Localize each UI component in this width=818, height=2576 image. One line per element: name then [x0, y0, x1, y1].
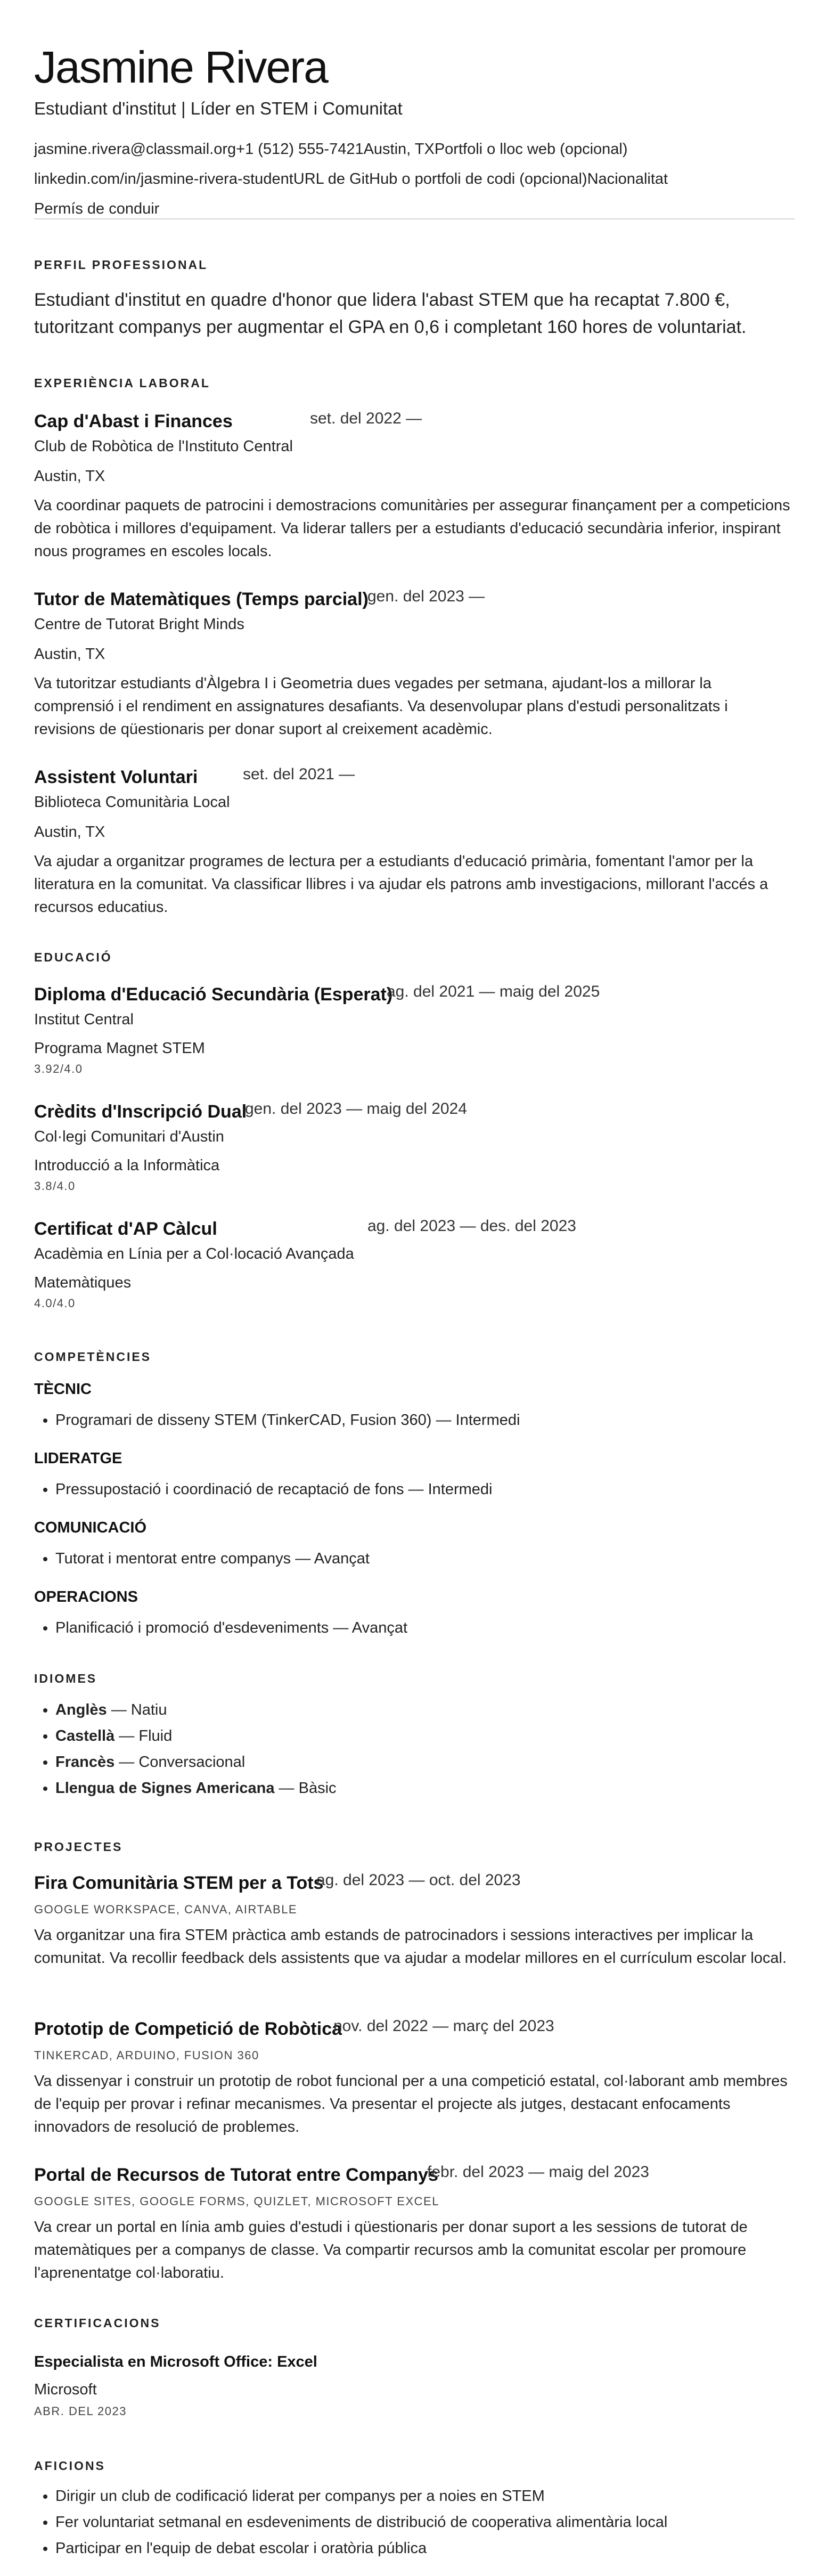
- skill-group-list: [34, 1477, 493, 1503]
- contact-line-2: linkedin.com/in/jasmine-rivera-studentURL de GitHub o portfoli de codi (opcional)Nacionalitat: [34, 170, 668, 188]
- education-degree: Diploma d'Educació Secundària (Esperat): [34, 984, 393, 1005]
- job-date: set. del 2021 —: [243, 765, 355, 783]
- education-school: Institut Central: [34, 1011, 134, 1028]
- project-description: Va organitzar una fira STEM pràctica amb estands de patrocinadors i sessions interactives per implicar la comunitat. Va recollir feedback dels assistents que va ajudar a modelar millores en el currículum escolar local.: [34, 1927, 787, 1967]
- job-title: Assistent Voluntari: [34, 767, 198, 787]
- language-level: — Fluid: [114, 1727, 173, 1744]
- job-title: Cap d'Abast i Finances: [34, 411, 233, 431]
- job-date: set. del 2022 —: [310, 410, 422, 427]
- project-date: febr. del 2023 — maig del 2023: [427, 2163, 649, 2181]
- experience-section-title: EXPERIÈNCIA LABORAL: [34, 376, 210, 390]
- project-name: Portal de Recursos de Tutorat entre Companys: [34, 2165, 438, 2185]
- job-org: Biblioteca Comunitària Local: [34, 794, 230, 811]
- language-name: Castellà: [55, 1727, 115, 1744]
- list-item: [55, 1697, 337, 1723]
- certifications-section-title: CERTIFICACIONS: [34, 2316, 161, 2330]
- certification-date: ABR. DEL 2023: [34, 2404, 127, 2418]
- education-grade: 4.0/4.0: [34, 1297, 76, 1310]
- language-level: — Natiu: [107, 1701, 167, 1718]
- contact-line-1: jasmine.rivera@classmail.org+1 (512) 555-7421Austin, TXPortfoli o lloc web (opcional): [34, 141, 628, 158]
- education-field: Programa Magnet STEM: [34, 1040, 205, 1057]
- language-level: — Conversacional: [114, 1754, 246, 1771]
- project-date: ag. del 2023 — oct. del 2023: [316, 1871, 521, 1889]
- project-tools: GOOGLE WORKSPACE, CANVA, AIRTABLE: [34, 1903, 298, 1916]
- summary-section-title: PERFIL PROFESSIONAL: [34, 258, 208, 272]
- job-description: Va coordinar paquets de patrocini i demostracions comunitàries per assegurar finançament per a competicions de robòtica i millores d'equipament. Va liderar tallers per a estudiants d'educació secundària inferior, inspirant nous programes en escoles locals.: [34, 497, 790, 560]
- skill-group-list: [34, 1615, 407, 1641]
- language-name: Llengua de Signes Americana: [55, 1780, 275, 1797]
- list-item: • Pressupostació i coordinació de recaptació de fons — Intermedi: [55, 1477, 493, 1503]
- languages-list: [34, 1697, 337, 1801]
- list-item: • Participar en l'equip de debat escolar i oratòria pública: [55, 2536, 667, 2562]
- skills-section-title: COMPETÈNCIES: [34, 1350, 152, 1364]
- project-description: Va crear un portal en línia amb guies d'estudi i qüestionaris per donar suport a les sessions de tutorat de matemàtiques per a companys de classe. Va compartir recursos amb la comunitat escolar per promoure l'aprenentatge col·laboratiu.: [34, 2219, 748, 2281]
- project-name: Prototip de Competició de Robòtica: [34, 2019, 342, 2039]
- education-field: Matemàtiques: [34, 1274, 132, 1291]
- candidate-name: Jasmine Rivera: [34, 42, 328, 92]
- job-title: Tutor de Matemàtiques (Temps parcial): [34, 589, 369, 609]
- list-item: • Tutorat i mentorat entre companys — Avançat: [55, 1546, 370, 1572]
- skill-group-list: [34, 1546, 370, 1572]
- education-school: Acadèmia en Línia per a Col·locació Avançada: [34, 1245, 354, 1262]
- project-tools: GOOGLE SITES, GOOGLE FORMS, QUIZLET, MICROSOFT EXCEL: [34, 2195, 439, 2208]
- hobbies-list: [34, 2483, 667, 2562]
- project-name: Fira Comunitària STEM per a Tots: [34, 1873, 324, 1893]
- header-divider: [34, 218, 795, 219]
- education-degree: Certificat d'AP Càlcul: [34, 1219, 217, 1239]
- skill-group-name: LIDERATGE: [34, 1450, 122, 1467]
- project-date: nov. del 2022 — març del 2023: [333, 2017, 554, 2035]
- job-location: Austin, TX: [34, 646, 105, 663]
- skill-group-list: [34, 1407, 520, 1433]
- education-field: Introducció a la Informàtica: [34, 1157, 220, 1174]
- skill-group-name: COMUNICACIÓ: [34, 1519, 147, 1536]
- language-level: — Bàsic: [274, 1780, 337, 1797]
- hobbies-section-title: AFICIONS: [34, 2459, 105, 2473]
- certification-issuer: Microsoft: [34, 2381, 97, 2398]
- education-section-title: EDUCACIÓ: [34, 950, 112, 964]
- job-location: Austin, TX: [34, 824, 105, 841]
- education-degree: Crèdits d'Inscripció Dual: [34, 1102, 247, 1122]
- job-location: Austin, TX: [34, 468, 105, 485]
- education-date: ag. del 2021 — maig del 2025: [387, 983, 600, 1000]
- education-date: ag. del 2023 — des. del 2023: [367, 1217, 576, 1235]
- list-item: • Fer voluntariat setmanal en esdeveniments de distribució de cooperativa alimentària local: [55, 2509, 667, 2536]
- job-org: Centre de Tutorat Bright Minds: [34, 616, 244, 633]
- summary-text: Estudiant d'institut en quadre d'honor que lidera l'abast STEM que ha recaptat 7.800 €, tutoritzant companys per augmentar el GPA en 0,6 i completant 160 hores de voluntariat.: [34, 290, 747, 337]
- language-name: Anglès: [55, 1701, 107, 1718]
- job-description: Va tutoritzar estudiants d'Àlgebra I i Geometria dues vegades per setmana, ajudant-los a millorar la comprensió i el rendiment en assignatures desafiants. Va desenvolupar plans d'estudi personalitzats i revisions de qüestionaris per donar suport al creixement acadèmic.: [34, 675, 728, 738]
- skill-group-name: TÈCNIC: [34, 1381, 92, 1398]
- job-date: gen. del 2023 —: [367, 588, 485, 605]
- headline: Estudiant d'institut | Líder en STEM i Comunitat: [34, 99, 403, 118]
- list-item: • Planificació i promoció d'esdeveniments — Avançat: [55, 1615, 407, 1641]
- languages-section-title: IDIOMES: [34, 1672, 97, 1685]
- education-grade: 3.8/4.0: [34, 1179, 76, 1193]
- list-item: • Programari de disseny STEM (TinkerCAD, Fusion 360) — Intermedi: [55, 1407, 520, 1433]
- project-tools: TINKERCAD, ARDUINO, FUSION 360: [34, 2049, 259, 2062]
- projects-section-title: PROJECTES: [34, 1840, 123, 1854]
- job-org: Club de Robòtica de l'Instituto Central: [34, 438, 293, 455]
- certification-name: Especialista en Microsoft Office: Excel: [34, 2353, 317, 2370]
- list-item: [55, 1749, 337, 1775]
- language-name: Francès: [55, 1754, 115, 1771]
- list-item: • Dirigir un club de codificació liderat per companys per a noies en STEM: [55, 2483, 667, 2509]
- education-grade: 3.92/4.0: [34, 1062, 83, 1075]
- skill-group-name: OPERACIONS: [34, 1588, 138, 1605]
- education-date: gen. del 2023 — maig del 2024: [245, 1100, 467, 1118]
- education-school: Col·legi Comunitari d'Austin: [34, 1128, 224, 1145]
- project-description: Va dissenyar i construir un prototip de robot funcional per a una competició estatal, col·laborant amb membres de l'equip per provar i refinar mecanismes. Va presentar el projecte als jutges, destacant enfocaments innovadors de resolució de problemes.: [34, 2073, 788, 2135]
- list-item: [55, 1775, 337, 1801]
- list-item: [55, 1723, 337, 1749]
- contact-line-3: Permís de conduir: [34, 200, 160, 217]
- job-description: Va ajudar a organitzar programes de lectura per a estudiants d'educació primària, fomentant l'amor per la literatura en la comunitat. Va classificar llibres i va ajudar els patrons amb investigacions, millorant l'accés a recursos educatius.: [34, 853, 768, 916]
